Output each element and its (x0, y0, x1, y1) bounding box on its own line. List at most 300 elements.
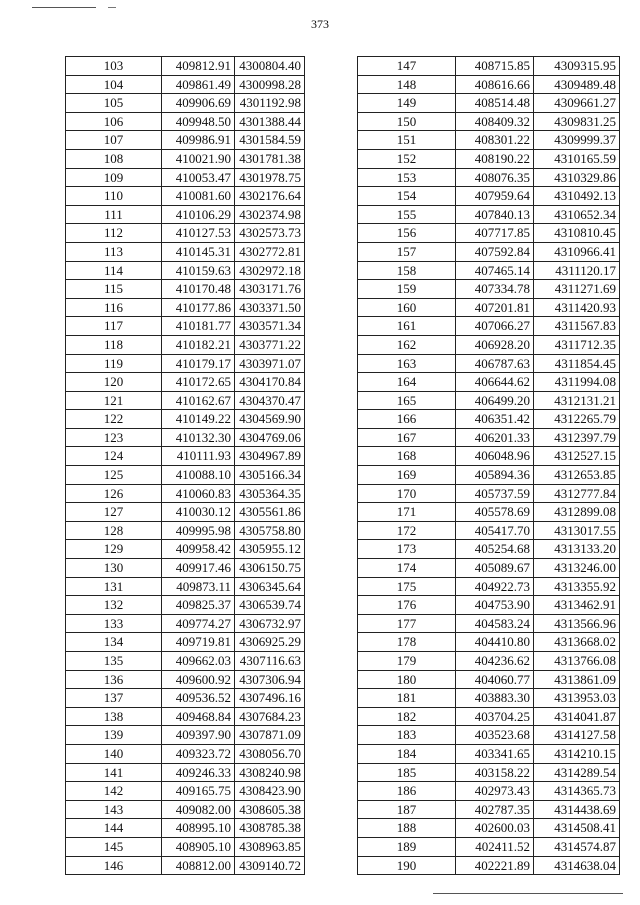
y-coordinate-cell: 4308056.70 (235, 744, 305, 763)
point-number-cell: 111 (66, 205, 162, 224)
x-coordinate-cell: 408301.22 (456, 131, 534, 150)
y-coordinate-cell: 4311420.93 (534, 298, 620, 317)
x-coordinate-cell: 410127.53 (162, 224, 235, 243)
point-number-cell: 107 (66, 131, 162, 150)
table-row (66, 577, 305, 596)
y-coordinate-cell: 4304170.84 (235, 373, 305, 392)
table-row (358, 800, 620, 819)
page-number: 373 (311, 17, 329, 31)
y-coordinate-cell: 4309315.95 (534, 57, 620, 76)
x-coordinate-cell: 406048.96 (456, 447, 534, 466)
y-coordinate-cell: 4309140.72 (235, 856, 305, 875)
x-coordinate-cell: 409873.11 (162, 577, 235, 596)
table-row (358, 819, 620, 838)
x-coordinate-cell: 406499.20 (456, 391, 534, 410)
point-number-cell: 155 (358, 205, 456, 224)
table-row (66, 57, 305, 76)
point-number-cell: 143 (66, 800, 162, 819)
x-coordinate-cell: 407959.64 (456, 187, 534, 206)
point-number-cell: 152 (358, 149, 456, 168)
x-coordinate-cell: 410088.10 (162, 466, 235, 485)
table-row (358, 856, 620, 875)
x-coordinate-cell: 408076.35 (456, 168, 534, 187)
table-row (358, 94, 620, 113)
table-row (358, 837, 620, 856)
table-row (358, 280, 620, 299)
x-coordinate-cell: 407717.85 (456, 224, 534, 243)
y-coordinate-cell: 4313766.08 (534, 652, 620, 671)
point-number-cell: 154 (358, 187, 456, 206)
point-number-cell: 116 (66, 298, 162, 317)
y-coordinate-cell: 4314365.73 (534, 782, 620, 801)
x-coordinate-cell: 409082.00 (162, 800, 235, 819)
table-row (66, 75, 305, 94)
x-coordinate-cell: 402221.89 (456, 856, 534, 875)
table-row (66, 205, 305, 224)
y-coordinate-cell: 4309831.25 (534, 112, 620, 131)
y-coordinate-cell: 4307496.16 (235, 689, 305, 708)
y-coordinate-cell: 4314574.87 (534, 837, 620, 856)
point-number-cell: 146 (66, 856, 162, 875)
x-coordinate-cell: 404753.90 (456, 596, 534, 615)
y-coordinate-cell: 4306150.75 (235, 559, 305, 578)
y-coordinate-cell: 4310966.41 (534, 242, 620, 261)
table-row (358, 763, 620, 782)
table-row (66, 819, 305, 838)
point-number-cell: 115 (66, 280, 162, 299)
y-coordinate-cell: 4312131.21 (534, 391, 620, 410)
table-row (358, 391, 620, 410)
point-number-cell: 110 (66, 187, 162, 206)
point-number-cell: 174 (358, 559, 456, 578)
point-number-cell: 124 (66, 447, 162, 466)
point-number-cell: 131 (66, 577, 162, 596)
table-row (66, 131, 305, 150)
point-number-cell: 145 (66, 837, 162, 856)
x-coordinate-cell: 409468.84 (162, 707, 235, 726)
y-coordinate-cell: 4313953.03 (534, 689, 620, 708)
point-number-cell: 128 (66, 521, 162, 540)
table-row (358, 149, 620, 168)
table-row (66, 447, 305, 466)
table-row (66, 540, 305, 559)
table-row (358, 75, 620, 94)
point-number-cell: 136 (66, 670, 162, 689)
point-number-cell: 112 (66, 224, 162, 243)
table-row (358, 168, 620, 187)
top-dash (108, 7, 116, 8)
table-row (66, 335, 305, 354)
point-number-cell: 165 (358, 391, 456, 410)
y-coordinate-cell: 4306539.74 (235, 596, 305, 615)
point-number-cell: 159 (358, 280, 456, 299)
x-coordinate-cell: 403704.25 (456, 707, 534, 726)
y-coordinate-cell: 4300998.28 (235, 75, 305, 94)
x-coordinate-cell: 408715.85 (456, 57, 534, 76)
y-coordinate-cell: 4301388.44 (235, 112, 305, 131)
table-row (66, 149, 305, 168)
point-number-cell: 151 (358, 131, 456, 150)
table-row (358, 540, 620, 559)
y-coordinate-cell: 4302176.64 (235, 187, 305, 206)
table-row (358, 596, 620, 615)
table-row (358, 521, 620, 540)
x-coordinate-cell: 407334.78 (456, 280, 534, 299)
x-coordinate-cell: 405089.67 (456, 559, 534, 578)
point-number-cell: 167 (358, 428, 456, 447)
x-coordinate-cell: 410182.21 (162, 335, 235, 354)
x-coordinate-cell: 410021.90 (162, 149, 235, 168)
x-coordinate-cell: 405737.59 (456, 484, 534, 503)
y-coordinate-cell: 4305166.34 (235, 466, 305, 485)
x-coordinate-cell: 409246.33 (162, 763, 235, 782)
x-coordinate-cell: 406928.20 (456, 335, 534, 354)
table-row (66, 391, 305, 410)
y-coordinate-cell: 4301781.38 (235, 149, 305, 168)
table-row (358, 242, 620, 261)
bottom-rule (433, 893, 623, 894)
x-coordinate-cell: 409774.27 (162, 614, 235, 633)
point-number-cell: 118 (66, 335, 162, 354)
x-coordinate-cell: 410179.17 (162, 354, 235, 373)
y-coordinate-cell: 4314127.58 (534, 726, 620, 745)
table-row (66, 484, 305, 503)
y-coordinate-cell: 4313017.55 (534, 521, 620, 540)
y-coordinate-cell: 4303371.50 (235, 298, 305, 317)
point-number-cell: 139 (66, 726, 162, 745)
table-row (66, 242, 305, 261)
table-row (66, 744, 305, 763)
x-coordinate-cell: 407592.84 (456, 242, 534, 261)
y-coordinate-cell: 4311567.83 (534, 317, 620, 336)
y-coordinate-cell: 4308423.90 (235, 782, 305, 801)
x-coordinate-cell: 409906.69 (162, 94, 235, 113)
table-row (66, 354, 305, 373)
table-row (66, 670, 305, 689)
x-coordinate-cell: 403883.30 (456, 689, 534, 708)
point-number-cell: 150 (358, 112, 456, 131)
y-coordinate-cell: 4308963.85 (235, 837, 305, 856)
table-row (66, 800, 305, 819)
x-coordinate-cell: 406644.62 (456, 373, 534, 392)
x-coordinate-cell: 406351.42 (456, 410, 534, 429)
y-coordinate-cell: 4312397.79 (534, 428, 620, 447)
table-row (358, 354, 620, 373)
table-row (358, 261, 620, 280)
table-row (358, 577, 620, 596)
point-number-cell: 120 (66, 373, 162, 392)
x-coordinate-cell: 409719.81 (162, 633, 235, 652)
y-coordinate-cell: 4311994.08 (534, 373, 620, 392)
x-coordinate-cell: 408190.22 (456, 149, 534, 168)
x-coordinate-cell: 405417.70 (456, 521, 534, 540)
point-number-cell: 163 (358, 354, 456, 373)
x-coordinate-cell: 407066.27 (456, 317, 534, 336)
table-row (358, 744, 620, 763)
x-coordinate-cell: 408616.66 (456, 75, 534, 94)
y-coordinate-cell: 4311120.17 (534, 261, 620, 280)
x-coordinate-cell: 410106.29 (162, 205, 235, 224)
table-row (358, 112, 620, 131)
point-number-cell: 130 (66, 559, 162, 578)
y-coordinate-cell: 4302573.73 (235, 224, 305, 243)
point-number-cell: 177 (358, 614, 456, 633)
x-coordinate-cell: 409825.37 (162, 596, 235, 615)
point-number-cell: 121 (66, 391, 162, 410)
point-number-cell: 168 (358, 447, 456, 466)
table-row (66, 94, 305, 113)
x-coordinate-cell: 404583.24 (456, 614, 534, 633)
x-coordinate-cell: 403158.22 (456, 763, 534, 782)
point-number-cell: 138 (66, 707, 162, 726)
point-number-cell: 181 (358, 689, 456, 708)
x-coordinate-cell: 410177.86 (162, 298, 235, 317)
y-coordinate-cell: 4301978.75 (235, 168, 305, 187)
point-number-cell: 173 (358, 540, 456, 559)
y-coordinate-cell: 4313566.96 (534, 614, 620, 633)
x-coordinate-cell: 409812.91 (162, 57, 235, 76)
point-number-cell: 158 (358, 261, 456, 280)
point-number-cell: 142 (66, 782, 162, 801)
table-row (358, 298, 620, 317)
table-row (358, 633, 620, 652)
y-coordinate-cell: 4311712.35 (534, 335, 620, 354)
point-number-cell: 105 (66, 94, 162, 113)
x-coordinate-cell: 405254.68 (456, 540, 534, 559)
table-row (66, 373, 305, 392)
y-coordinate-cell: 4301192.98 (235, 94, 305, 113)
point-number-cell: 106 (66, 112, 162, 131)
x-coordinate-cell: 410081.60 (162, 187, 235, 206)
y-coordinate-cell: 4314508.41 (534, 819, 620, 838)
table-row (66, 503, 305, 522)
y-coordinate-cell: 4311854.45 (534, 354, 620, 373)
y-coordinate-cell: 4313355.92 (534, 577, 620, 596)
y-coordinate-cell: 4303171.76 (235, 280, 305, 299)
y-coordinate-cell: 4302972.18 (235, 261, 305, 280)
x-coordinate-cell: 405578.69 (456, 503, 534, 522)
y-coordinate-cell: 4303571.34 (235, 317, 305, 336)
table-row (358, 428, 620, 447)
table-row (358, 689, 620, 708)
point-number-cell: 119 (66, 354, 162, 373)
table-row (358, 652, 620, 671)
point-number-cell: 161 (358, 317, 456, 336)
table-row (358, 224, 620, 243)
table-row (358, 205, 620, 224)
point-number-cell: 160 (358, 298, 456, 317)
point-number-cell: 113 (66, 242, 162, 261)
x-coordinate-cell: 409995.98 (162, 521, 235, 540)
y-coordinate-cell: 4304769.06 (235, 428, 305, 447)
point-number-cell: 175 (358, 577, 456, 596)
x-coordinate-cell: 409958.42 (162, 540, 235, 559)
table-row (66, 856, 305, 875)
x-coordinate-cell: 410030.12 (162, 503, 235, 522)
y-coordinate-cell: 4302772.81 (235, 242, 305, 261)
y-coordinate-cell: 4305364.35 (235, 484, 305, 503)
y-coordinate-cell: 4312899.08 (534, 503, 620, 522)
y-coordinate-cell: 4310329.86 (534, 168, 620, 187)
table-row (66, 112, 305, 131)
table-row (358, 466, 620, 485)
table-row (66, 707, 305, 726)
table-row (66, 168, 305, 187)
table-row (358, 559, 620, 578)
table-row (358, 57, 620, 76)
point-number-cell: 176 (358, 596, 456, 615)
x-coordinate-cell: 403341.65 (456, 744, 534, 763)
y-coordinate-cell: 4314210.15 (534, 744, 620, 763)
y-coordinate-cell: 4301584.59 (235, 131, 305, 150)
point-number-cell: 125 (66, 466, 162, 485)
table-row (66, 298, 305, 317)
table-row (358, 317, 620, 336)
x-coordinate-cell: 410145.31 (162, 242, 235, 261)
y-coordinate-cell: 4312527.15 (534, 447, 620, 466)
point-number-cell: 190 (358, 856, 456, 875)
point-number-cell: 169 (358, 466, 456, 485)
y-coordinate-cell: 4306732.97 (235, 614, 305, 633)
y-coordinate-cell: 4309489.48 (534, 75, 620, 94)
table-row (358, 707, 620, 726)
x-coordinate-cell: 404922.73 (456, 577, 534, 596)
x-coordinate-cell: 405894.36 (456, 466, 534, 485)
x-coordinate-cell: 409948.50 (162, 112, 235, 131)
table-row (66, 652, 305, 671)
table-row (66, 614, 305, 633)
point-number-cell: 156 (358, 224, 456, 243)
table-row (66, 466, 305, 485)
table-row (66, 410, 305, 429)
table-row (358, 782, 620, 801)
x-coordinate-cell: 402973.43 (456, 782, 534, 801)
x-coordinate-cell: 407465.14 (456, 261, 534, 280)
y-coordinate-cell: 4312653.85 (534, 466, 620, 485)
table-row (66, 559, 305, 578)
x-coordinate-cell: 409600.92 (162, 670, 235, 689)
point-number-cell: 183 (358, 726, 456, 745)
point-number-cell: 157 (358, 242, 456, 261)
point-number-cell: 153 (358, 168, 456, 187)
coordinates-table-left (65, 56, 305, 875)
x-coordinate-cell: 408905.10 (162, 837, 235, 856)
y-coordinate-cell: 4309661.27 (534, 94, 620, 113)
y-coordinate-cell: 4305955.12 (235, 540, 305, 559)
x-coordinate-cell: 406201.33 (456, 428, 534, 447)
y-coordinate-cell: 4314638.04 (534, 856, 620, 875)
table-row (66, 763, 305, 782)
point-number-cell: 122 (66, 410, 162, 429)
y-coordinate-cell: 4304569.90 (235, 410, 305, 429)
point-number-cell: 144 (66, 819, 162, 838)
y-coordinate-cell: 4310810.45 (534, 224, 620, 243)
point-number-cell: 129 (66, 540, 162, 559)
y-coordinate-cell: 4304370.47 (235, 391, 305, 410)
table-row (66, 633, 305, 652)
point-number-cell: 134 (66, 633, 162, 652)
y-coordinate-cell: 4311271.69 (534, 280, 620, 299)
x-coordinate-cell: 410132.30 (162, 428, 235, 447)
point-number-cell: 178 (358, 633, 456, 652)
x-coordinate-cell: 409861.49 (162, 75, 235, 94)
x-coordinate-cell: 410162.67 (162, 391, 235, 410)
table-row (66, 261, 305, 280)
y-coordinate-cell: 4305561.86 (235, 503, 305, 522)
point-number-cell: 141 (66, 763, 162, 782)
table-row (358, 187, 620, 206)
x-coordinate-cell: 409397.90 (162, 726, 235, 745)
table-row (358, 614, 620, 633)
y-coordinate-cell: 4313861.09 (534, 670, 620, 689)
x-coordinate-cell: 402787.35 (456, 800, 534, 819)
point-number-cell: 182 (358, 707, 456, 726)
x-coordinate-cell: 410170.48 (162, 280, 235, 299)
table-row (358, 410, 620, 429)
point-number-cell: 148 (358, 75, 456, 94)
y-coordinate-cell: 4306925.29 (235, 633, 305, 652)
coordinates-table-right (357, 56, 620, 875)
x-coordinate-cell: 409986.91 (162, 131, 235, 150)
table-row (66, 689, 305, 708)
y-coordinate-cell: 4304967.89 (235, 447, 305, 466)
x-coordinate-cell: 404410.80 (456, 633, 534, 652)
table-row (66, 317, 305, 336)
y-coordinate-cell: 4313668.02 (534, 633, 620, 652)
table-row (358, 131, 620, 150)
point-number-cell: 104 (66, 75, 162, 94)
point-number-cell: 133 (66, 614, 162, 633)
point-number-cell: 126 (66, 484, 162, 503)
x-coordinate-cell: 409917.46 (162, 559, 235, 578)
point-number-cell: 179 (358, 652, 456, 671)
x-coordinate-cell: 407840.13 (456, 205, 534, 224)
table-row (66, 596, 305, 615)
x-coordinate-cell: 408409.32 (456, 112, 534, 131)
y-coordinate-cell: 4314289.54 (534, 763, 620, 782)
table-row (66, 428, 305, 447)
y-coordinate-cell: 4303771.22 (235, 335, 305, 354)
point-number-cell: 180 (358, 670, 456, 689)
point-number-cell: 171 (358, 503, 456, 522)
y-coordinate-cell: 4307116.63 (235, 652, 305, 671)
table-row (66, 837, 305, 856)
y-coordinate-cell: 4313462.91 (534, 596, 620, 615)
table-row (358, 484, 620, 503)
y-coordinate-cell: 4307306.94 (235, 670, 305, 689)
table-row (66, 187, 305, 206)
y-coordinate-cell: 4314041.87 (534, 707, 620, 726)
x-coordinate-cell: 404060.77 (456, 670, 534, 689)
x-coordinate-cell: 410053.47 (162, 168, 235, 187)
point-number-cell: 166 (358, 410, 456, 429)
x-coordinate-cell: 403523.68 (456, 726, 534, 745)
y-coordinate-cell: 4308785.38 (235, 819, 305, 838)
point-number-cell: 189 (358, 837, 456, 856)
top-rule (32, 7, 96, 8)
point-number-cell: 188 (358, 819, 456, 838)
table-row (66, 521, 305, 540)
point-number-cell: 164 (358, 373, 456, 392)
point-number-cell: 162 (358, 335, 456, 354)
table-row (66, 782, 305, 801)
y-coordinate-cell: 4307684.23 (235, 707, 305, 726)
x-coordinate-cell: 410172.65 (162, 373, 235, 392)
point-number-cell: 108 (66, 149, 162, 168)
x-coordinate-cell: 409662.03 (162, 652, 235, 671)
y-coordinate-cell: 4310165.59 (534, 149, 620, 168)
point-number-cell: 132 (66, 596, 162, 615)
